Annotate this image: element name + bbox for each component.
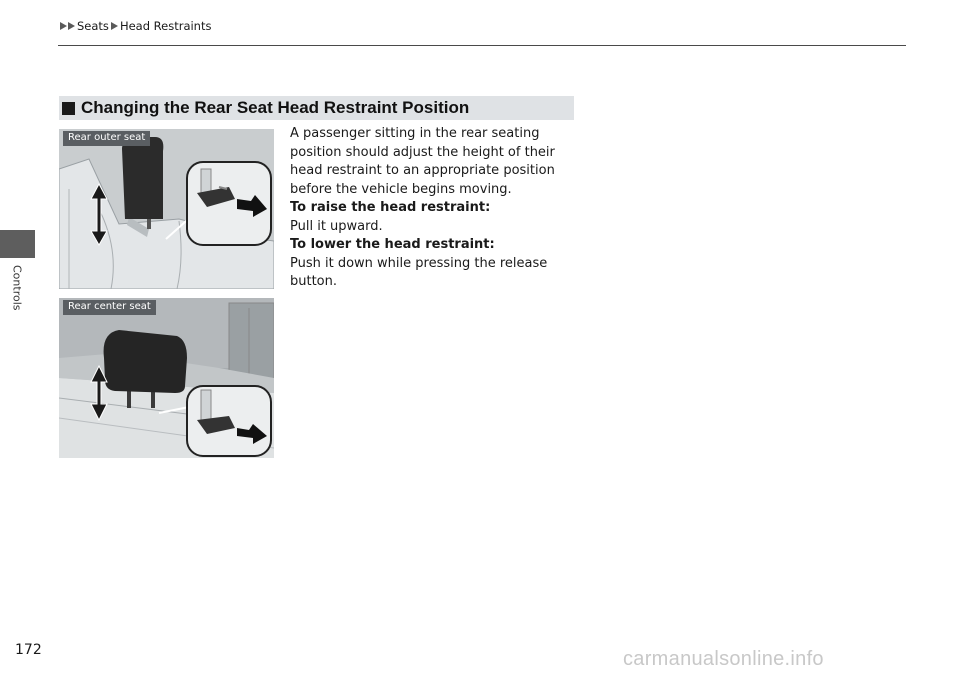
section-square-icon — [62, 102, 75, 115]
breadcrumb-item-head-restraints[interactable]: Head Restraints — [119, 19, 212, 33]
breadcrumb-arrow-icon — [68, 22, 75, 30]
page-number: 172 — [15, 642, 42, 658]
breadcrumb — [60, 19, 213, 33]
intro-paragraph: A passenger sitting in the rear seating position should adjust the height of their head restraint to an appropriate position before the vehicle begins moving. — [290, 126, 555, 197]
breadcrumb-item-seats[interactable]: Seats — [77, 19, 109, 33]
lower-instruction: Push it down while pressing the release button. — [290, 255, 548, 289]
header-divider — [58, 45, 906, 46]
breadcrumb-arrow-icon — [111, 22, 118, 30]
section-title: Changing the Rear Seat Head Restraint Position — [81, 98, 470, 117]
raise-instruction: Pull it upward. — [290, 218, 383, 234]
lower-heading: To lower the head restraint: — [290, 237, 495, 252]
breadcrumb-arrow-icon — [60, 22, 67, 30]
rear-outer-seat-illustration — [59, 129, 274, 289]
figure-label: Rear outer seat — [63, 131, 150, 146]
raise-heading: To raise the head restraint: — [290, 200, 491, 215]
figure-label: Rear center seat — [63, 300, 156, 315]
section-heading — [59, 96, 574, 120]
figure-rear-outer-seat — [59, 129, 274, 289]
chapter-label: Controls — [10, 265, 24, 311]
figure-rear-center-seat — [59, 298, 274, 458]
rear-center-seat-illustration — [59, 298, 274, 458]
watermark-text: carmanualsonline.info — [623, 648, 824, 670]
chapter-tab[interactable] — [0, 230, 35, 258]
instruction-text — [290, 125, 580, 292]
